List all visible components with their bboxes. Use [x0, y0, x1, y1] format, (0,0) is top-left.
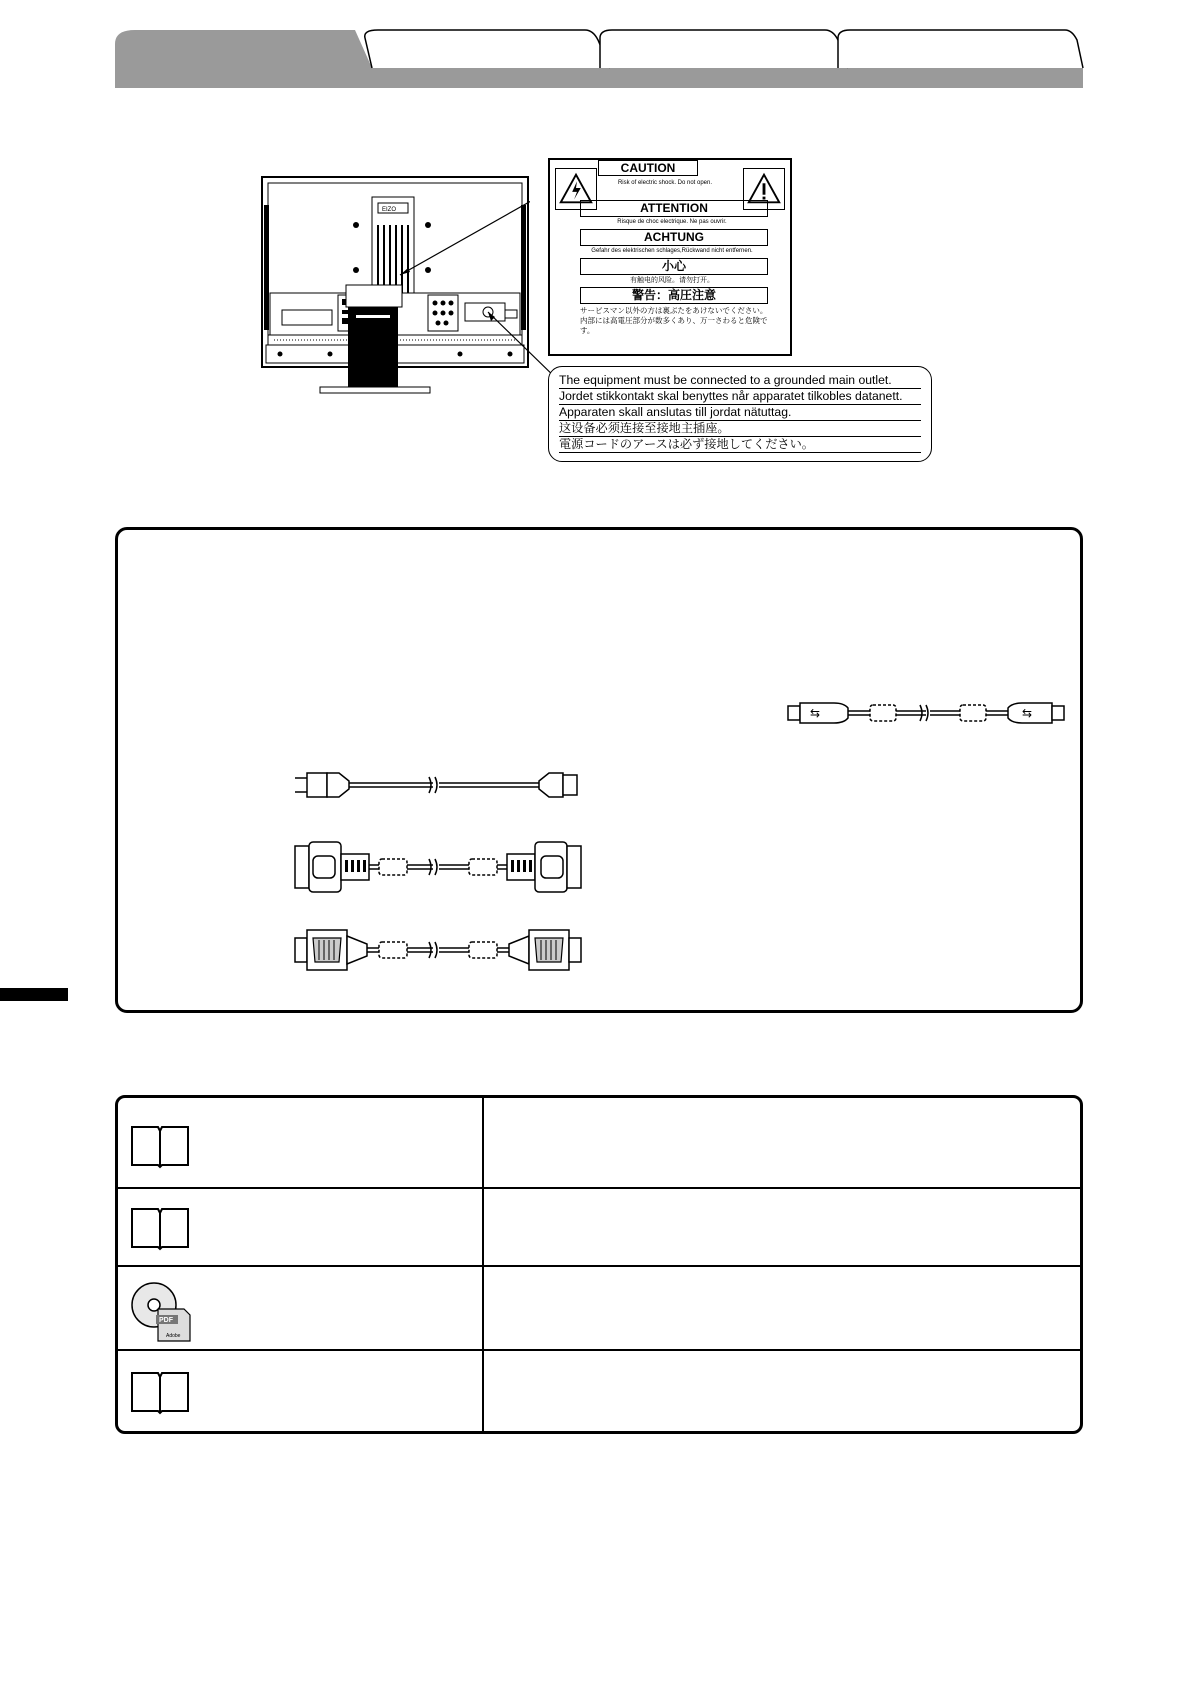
table-row — [118, 1189, 1080, 1267]
attention-text: Risque de choc electrique. Ne pas ouvrir. — [617, 219, 727, 225]
achtung-text: Gefahr des elektrischen schlages,Rückwand nicht entfernen. — [591, 248, 753, 254]
ground-line-en: The equipment must be connected to a grounded main outlet. — [559, 373, 921, 389]
chinese-heading: 小心 — [580, 258, 768, 275]
ground-line-ja: 電源コードのアースは必ず接地してください。 — [559, 437, 921, 453]
chinese-text: 有触电的风险。请勿打开。 — [630, 277, 714, 284]
tab-4[interactable] — [838, 30, 1083, 68]
monitor-logo: EIZO — [382, 207, 397, 213]
power-cord-icon — [293, 767, 583, 803]
ground-line-zh: 这设备必须连接至接地主插座。 — [559, 421, 921, 437]
table-row — [118, 1351, 1080, 1434]
usb-cable-icon — [786, 695, 1068, 731]
tab-2[interactable] — [365, 30, 610, 68]
svg-text:⇆: ⇆ — [810, 706, 821, 720]
pdf-text: PDF — [159, 1317, 173, 1324]
achtung-heading: ACHTUNG — [580, 229, 768, 246]
caution-text: Risk of electric shock. Do not open. — [617, 180, 713, 186]
caution-heading: CAUTION — [598, 160, 698, 176]
dsub-cable-icon — [293, 928, 583, 972]
ground-line-no: Jordet stikkontakt skal benyttes når apparatet tilkobles datanett. — [559, 389, 921, 405]
svg-text:⇆: ⇆ — [1022, 706, 1033, 720]
japanese-text: サービスマン以外の方は裏ぶたをあけないでください。内部には高電圧部分が数多くあり、万一さわると危険です。 — [580, 306, 768, 335]
book-icon — [128, 1369, 192, 1415]
table-row — [118, 1267, 1080, 1351]
japanese-heading: 警告：高圧注意 — [580, 287, 768, 304]
tab-3[interactable] — [600, 30, 848, 68]
attention-heading: ATTENTION — [580, 200, 768, 217]
tab-bar — [0, 0, 1192, 90]
ground-line-sv: Apparaten skall anslutas till jordat nätuttag. — [559, 405, 921, 421]
manuals-table — [115, 1095, 1083, 1434]
cd-pdf-icon — [128, 1275, 194, 1345]
section-marker-bar — [0, 988, 68, 1001]
tab-1[interactable] — [115, 30, 372, 68]
table-row — [118, 1098, 1080, 1189]
dvi-cable-icon — [293, 840, 583, 894]
adobe-text: Adobe — [166, 1333, 181, 1339]
caution-label — [548, 158, 792, 356]
package-contents-box — [115, 527, 1083, 1013]
book-icon — [128, 1123, 192, 1169]
tab-bar-strip — [115, 68, 1083, 88]
book-icon — [128, 1205, 192, 1251]
grounding-label — [548, 366, 932, 462]
